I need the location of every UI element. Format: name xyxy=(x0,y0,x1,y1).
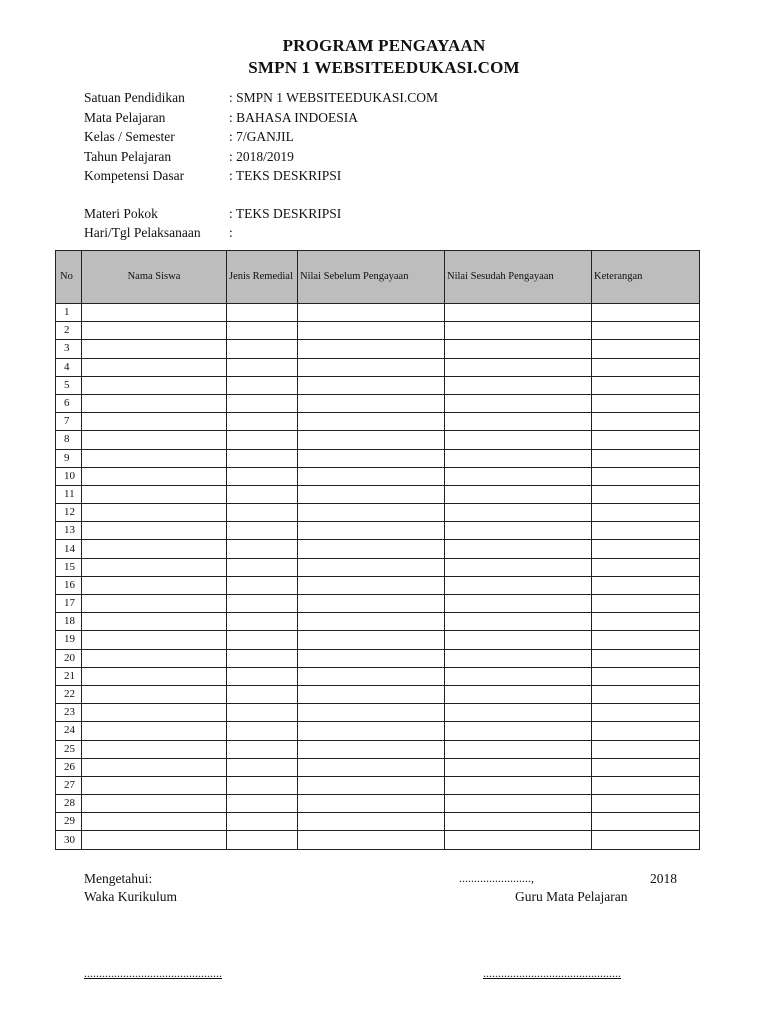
jenis-remedial-cell[interactable] xyxy=(227,358,298,376)
info-value: : SMPN 1 WEBSITEEDUKASI.COM xyxy=(229,90,439,105)
nilai-sesudah-cell[interactable] xyxy=(445,522,592,540)
nilai-sebelum-cell[interactable] xyxy=(298,449,445,467)
keterangan-cell[interactable] xyxy=(592,522,700,540)
jenis-remedial-cell[interactable] xyxy=(227,322,298,340)
keterangan-cell[interactable] xyxy=(592,795,700,813)
nilai-sebelum-cell[interactable] xyxy=(298,576,445,594)
waka-kurikulum-label: Waka Kurikulum xyxy=(84,889,178,904)
table-row xyxy=(56,449,700,467)
table-row xyxy=(56,795,700,813)
keterangan-cell[interactable] xyxy=(592,449,700,467)
row-number: 27 xyxy=(56,776,82,794)
keterangan-cell[interactable] xyxy=(592,631,700,649)
nilai-sebelum-cell[interactable] xyxy=(298,431,445,449)
nama-siswa-cell[interactable] xyxy=(82,576,227,594)
document-title: PROGRAM PENGAYAAN xyxy=(282,36,486,55)
jenis-remedial-cell[interactable] xyxy=(227,376,298,394)
header-nama-siswa: Nama Siswa xyxy=(82,251,227,304)
row-number: 5 xyxy=(56,376,82,394)
row-number: 18 xyxy=(56,613,82,631)
keterangan-cell[interactable] xyxy=(592,649,700,667)
row-number: 7 xyxy=(56,413,82,431)
nilai-sebelum-cell[interactable] xyxy=(298,394,445,412)
nama-siswa-cell[interactable] xyxy=(82,376,227,394)
table-row xyxy=(56,358,700,376)
date-dots: ........................, xyxy=(459,871,534,885)
info-value: : TEKS DESKRIPSI xyxy=(229,206,342,221)
jenis-remedial-cell[interactable] xyxy=(227,722,298,740)
table-row xyxy=(56,558,700,576)
nama-siswa-cell[interactable] xyxy=(82,340,227,358)
table-row xyxy=(56,740,700,758)
jenis-remedial-cell[interactable] xyxy=(227,595,298,613)
info-label: Satuan Pendidikan xyxy=(84,90,185,105)
nilai-sebelum-cell[interactable] xyxy=(298,831,445,849)
nilai-sebelum-cell[interactable] xyxy=(298,504,445,522)
row-number: 29 xyxy=(56,813,82,831)
nilai-sesudah-cell[interactable] xyxy=(445,740,592,758)
jenis-remedial-cell[interactable] xyxy=(227,394,298,412)
header-jenis-remedial: Jenis Remedial xyxy=(227,251,298,304)
keterangan-cell[interactable] xyxy=(592,376,700,394)
nilai-sebelum-cell[interactable] xyxy=(298,813,445,831)
info-value: : xyxy=(229,225,233,240)
info-label: Tahun Pelajaran xyxy=(84,149,172,164)
nilai-sesudah-cell[interactable] xyxy=(445,504,592,522)
table-row xyxy=(56,631,700,649)
jenis-remedial-cell[interactable] xyxy=(227,431,298,449)
nama-siswa-cell[interactable] xyxy=(82,776,227,794)
nilai-sesudah-cell[interactable] xyxy=(445,413,592,431)
nilai-sesudah-cell[interactable] xyxy=(445,449,592,467)
nama-siswa-cell[interactable] xyxy=(82,685,227,703)
nilai-sebelum-cell[interactable] xyxy=(298,631,445,649)
nama-siswa-cell[interactable] xyxy=(82,413,227,431)
row-number: 16 xyxy=(56,576,82,594)
info-label: Mata Pelajaran xyxy=(84,110,166,125)
jenis-remedial-cell[interactable] xyxy=(227,449,298,467)
info-label: Hari/Tgl Pelaksanaan xyxy=(84,225,201,240)
table-row xyxy=(56,376,700,394)
keterangan-cell[interactable] xyxy=(592,540,700,558)
nilai-sebelum-cell[interactable] xyxy=(298,358,445,376)
student-table xyxy=(55,250,700,850)
jenis-remedial-cell[interactable] xyxy=(227,667,298,685)
nilai-sesudah-cell[interactable] xyxy=(445,304,592,322)
table-row xyxy=(56,522,700,540)
nilai-sebelum-cell[interactable] xyxy=(298,467,445,485)
row-number: 28 xyxy=(56,795,82,813)
row-number: 4 xyxy=(56,358,82,376)
nilai-sebelum-cell[interactable] xyxy=(298,322,445,340)
jenis-remedial-cell[interactable] xyxy=(227,340,298,358)
jenis-remedial-cell[interactable] xyxy=(227,831,298,849)
jenis-remedial-cell[interactable] xyxy=(227,467,298,485)
table-row xyxy=(56,485,700,503)
row-number: 13 xyxy=(56,522,82,540)
keterangan-cell[interactable] xyxy=(592,340,700,358)
table-row xyxy=(56,576,700,594)
nama-siswa-cell[interactable] xyxy=(82,467,227,485)
row-number: 24 xyxy=(56,722,82,740)
nama-siswa-cell[interactable] xyxy=(82,649,227,667)
nilai-sesudah-cell[interactable] xyxy=(445,613,592,631)
keterangan-cell[interactable] xyxy=(592,485,700,503)
table-row xyxy=(56,340,700,358)
info-label: Kelas / Semester xyxy=(84,129,175,144)
nilai-sebelum-cell[interactable] xyxy=(298,758,445,776)
row-number: 10 xyxy=(56,467,82,485)
keterangan-cell[interactable] xyxy=(592,358,700,376)
nilai-sebelum-cell[interactable] xyxy=(298,540,445,558)
row-number: 20 xyxy=(56,649,82,667)
nilai-sebelum-cell[interactable] xyxy=(298,722,445,740)
jenis-remedial-cell[interactable] xyxy=(227,540,298,558)
nilai-sesudah-cell[interactable] xyxy=(445,376,592,394)
nama-siswa-cell[interactable] xyxy=(82,613,227,631)
nilai-sesudah-cell[interactable] xyxy=(445,758,592,776)
right-signature-line: .............................................. xyxy=(483,966,621,980)
keterangan-cell[interactable] xyxy=(592,413,700,431)
jenis-remedial-cell[interactable] xyxy=(227,795,298,813)
nama-siswa-cell[interactable] xyxy=(82,394,227,412)
nama-siswa-cell[interactable] xyxy=(82,522,227,540)
table-row xyxy=(56,504,700,522)
keterangan-cell[interactable] xyxy=(592,722,700,740)
row-number: 23 xyxy=(56,704,82,722)
nilai-sesudah-cell[interactable] xyxy=(445,722,592,740)
table-row xyxy=(56,776,700,794)
nilai-sebelum-cell[interactable] xyxy=(298,776,445,794)
table-row xyxy=(56,831,700,849)
nilai-sesudah-cell[interactable] xyxy=(445,649,592,667)
nilai-sebelum-cell[interactable] xyxy=(298,413,445,431)
nilai-sebelum-cell[interactable] xyxy=(298,704,445,722)
info-value: : BAHASA INDOESIA xyxy=(229,110,359,125)
nama-siswa-cell[interactable] xyxy=(82,831,227,849)
table-row xyxy=(56,667,700,685)
nama-siswa-cell[interactable] xyxy=(82,540,227,558)
keterangan-cell[interactable] xyxy=(592,595,700,613)
nama-siswa-cell[interactable] xyxy=(82,304,227,322)
table-row xyxy=(56,613,700,631)
nilai-sesudah-cell[interactable] xyxy=(445,813,592,831)
table-row xyxy=(56,595,700,613)
nilai-sesudah-cell[interactable] xyxy=(445,795,592,813)
date-year: 2018 xyxy=(650,871,677,886)
table-row xyxy=(56,322,700,340)
jenis-remedial-cell[interactable] xyxy=(227,685,298,703)
jenis-remedial-cell[interactable] xyxy=(227,704,298,722)
table-row xyxy=(56,304,700,322)
keterangan-cell[interactable] xyxy=(592,813,700,831)
row-number: 8 xyxy=(56,431,82,449)
row-number: 22 xyxy=(56,685,82,703)
keterangan-cell[interactable] xyxy=(592,431,700,449)
row-number: 19 xyxy=(56,631,82,649)
nilai-sebelum-cell[interactable] xyxy=(298,558,445,576)
info-label: Materi Pokok xyxy=(84,206,158,221)
table-row xyxy=(56,704,700,722)
keterangan-cell[interactable] xyxy=(592,322,700,340)
table-header-row xyxy=(56,251,700,304)
nilai-sesudah-cell[interactable] xyxy=(445,558,592,576)
nilai-sebelum-cell[interactable] xyxy=(298,740,445,758)
nama-siswa-cell[interactable] xyxy=(82,704,227,722)
left-signature-line: .............................................. xyxy=(84,966,222,980)
nilai-sesudah-cell[interactable] xyxy=(445,704,592,722)
info-value: : TEKS DESKRIPSI xyxy=(229,168,342,183)
nilai-sesudah-cell[interactable] xyxy=(445,776,592,794)
table-row xyxy=(56,394,700,412)
nilai-sebelum-cell[interactable] xyxy=(298,649,445,667)
jenis-remedial-cell[interactable] xyxy=(227,813,298,831)
row-number: 26 xyxy=(56,758,82,776)
jenis-remedial-cell[interactable] xyxy=(227,649,298,667)
jenis-remedial-cell[interactable] xyxy=(227,576,298,594)
nilai-sebelum-cell[interactable] xyxy=(298,685,445,703)
keterangan-cell[interactable] xyxy=(592,613,700,631)
table-body xyxy=(56,304,700,850)
jenis-remedial-cell[interactable] xyxy=(227,558,298,576)
nilai-sebelum-cell[interactable] xyxy=(298,304,445,322)
keterangan-cell[interactable] xyxy=(592,758,700,776)
header-keterangan: Keterangan xyxy=(592,251,700,304)
keterangan-cell[interactable] xyxy=(592,740,700,758)
row-number: 12 xyxy=(56,504,82,522)
table-row xyxy=(56,540,700,558)
nama-siswa-cell[interactable] xyxy=(82,485,227,503)
nilai-sesudah-cell[interactable] xyxy=(445,631,592,649)
nama-siswa-cell[interactable] xyxy=(82,758,227,776)
keterangan-cell[interactable] xyxy=(592,667,700,685)
nilai-sesudah-cell[interactable] xyxy=(445,685,592,703)
nilai-sebelum-cell[interactable] xyxy=(298,340,445,358)
nilai-sesudah-cell[interactable] xyxy=(445,595,592,613)
header-no: No xyxy=(56,251,82,304)
jenis-remedial-cell[interactable] xyxy=(227,504,298,522)
nama-siswa-cell[interactable] xyxy=(82,449,227,467)
guru-mata-pelajaran-label: Guru Mata Pelajaran xyxy=(515,889,628,904)
nama-siswa-cell[interactable] xyxy=(82,358,227,376)
row-number: 2 xyxy=(56,322,82,340)
nilai-sebelum-cell[interactable] xyxy=(298,522,445,540)
table-row xyxy=(56,813,700,831)
row-number: 6 xyxy=(56,394,82,412)
info-value: : 2018/2019 xyxy=(229,149,294,164)
jenis-remedial-cell[interactable] xyxy=(227,631,298,649)
nilai-sesudah-cell[interactable] xyxy=(445,340,592,358)
nama-siswa-cell[interactable] xyxy=(82,740,227,758)
nilai-sebelum-cell[interactable] xyxy=(298,667,445,685)
nama-siswa-cell[interactable] xyxy=(82,504,227,522)
row-number: 1 xyxy=(56,304,82,322)
header-nilai-sebelum: Nilai Sebelum Pengayaan xyxy=(298,251,445,304)
table-row xyxy=(56,722,700,740)
nama-siswa-cell[interactable] xyxy=(82,631,227,649)
nilai-sebelum-cell[interactable] xyxy=(298,595,445,613)
keterangan-cell[interactable] xyxy=(592,467,700,485)
info-value: : 7/GANJIL xyxy=(229,129,294,144)
nama-siswa-cell[interactable] xyxy=(82,595,227,613)
table-row xyxy=(56,467,700,485)
table-row xyxy=(56,758,700,776)
keterangan-cell[interactable] xyxy=(592,504,700,522)
nilai-sesudah-cell[interactable] xyxy=(445,394,592,412)
header-nilai-sesudah: Nilai Sesudah Pengayaan xyxy=(445,251,592,304)
nama-siswa-cell[interactable] xyxy=(82,722,227,740)
table-row xyxy=(56,685,700,703)
jenis-remedial-cell[interactable] xyxy=(227,413,298,431)
nama-siswa-cell[interactable] xyxy=(82,795,227,813)
nilai-sesudah-cell[interactable] xyxy=(445,431,592,449)
nilai-sesudah-cell[interactable] xyxy=(445,358,592,376)
row-number: 17 xyxy=(56,595,82,613)
mengetahui-label: Mengetahui: xyxy=(84,871,153,886)
school-title: SMPN 1 WEBSITEEDUKASI.COM xyxy=(248,58,520,77)
info-label: Kompetensi Dasar xyxy=(84,168,185,183)
jenis-remedial-cell[interactable] xyxy=(227,485,298,503)
keterangan-cell[interactable] xyxy=(592,685,700,703)
keterangan-cell[interactable] xyxy=(592,304,700,322)
jenis-remedial-cell[interactable] xyxy=(227,740,298,758)
nilai-sesudah-cell[interactable] xyxy=(445,831,592,849)
jenis-remedial-cell[interactable] xyxy=(227,613,298,631)
nilai-sesudah-cell[interactable] xyxy=(445,540,592,558)
row-number: 11 xyxy=(56,485,82,503)
nilai-sesudah-cell[interactable] xyxy=(445,467,592,485)
nilai-sebelum-cell[interactable] xyxy=(298,795,445,813)
row-number: 9 xyxy=(56,449,82,467)
nilai-sesudah-cell[interactable] xyxy=(445,667,592,685)
jenis-remedial-cell[interactable] xyxy=(227,522,298,540)
keterangan-cell[interactable] xyxy=(592,576,700,594)
row-number: 14 xyxy=(56,540,82,558)
jenis-remedial-cell[interactable] xyxy=(227,304,298,322)
keterangan-cell[interactable] xyxy=(592,394,700,412)
nilai-sesudah-cell[interactable] xyxy=(445,576,592,594)
keterangan-cell[interactable] xyxy=(592,776,700,794)
table-row xyxy=(56,413,700,431)
jenis-remedial-cell[interactable] xyxy=(227,776,298,794)
jenis-remedial-cell[interactable] xyxy=(227,758,298,776)
nilai-sebelum-cell[interactable] xyxy=(298,485,445,503)
nama-siswa-cell[interactable] xyxy=(82,667,227,685)
row-number: 30 xyxy=(56,831,82,849)
nama-siswa-cell[interactable] xyxy=(82,322,227,340)
keterangan-cell[interactable] xyxy=(592,558,700,576)
nama-siswa-cell[interactable] xyxy=(82,431,227,449)
nilai-sesudah-cell[interactable] xyxy=(445,322,592,340)
table-row xyxy=(56,431,700,449)
keterangan-cell[interactable] xyxy=(592,831,700,849)
row-number: 25 xyxy=(56,740,82,758)
nilai-sebelum-cell[interactable] xyxy=(298,376,445,394)
nilai-sesudah-cell[interactable] xyxy=(445,485,592,503)
nama-siswa-cell[interactable] xyxy=(82,558,227,576)
nama-siswa-cell[interactable] xyxy=(82,813,227,831)
keterangan-cell[interactable] xyxy=(592,704,700,722)
row-number: 3 xyxy=(56,340,82,358)
row-number: 15 xyxy=(56,558,82,576)
nilai-sebelum-cell[interactable] xyxy=(298,613,445,631)
table-row xyxy=(56,649,700,667)
row-number: 21 xyxy=(56,667,82,685)
